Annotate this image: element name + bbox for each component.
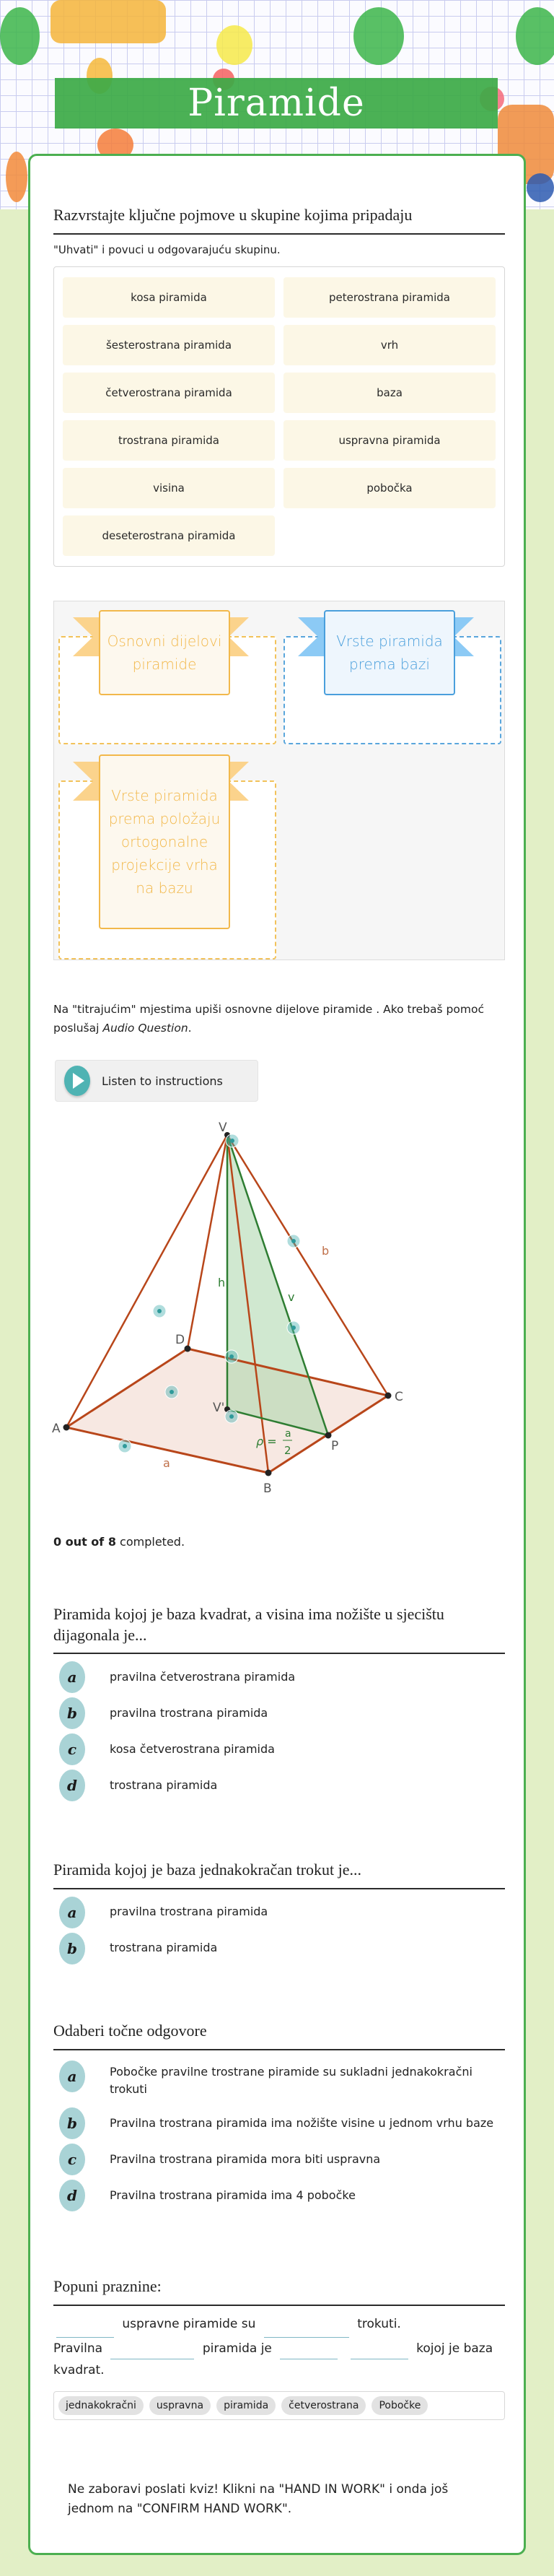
draggable-item[interactable]: kosa piramida: [63, 277, 275, 318]
mc-question-1: [53, 1604, 505, 1801]
category-label-osnovni-dijelovi: Osnovni dijelovi piramide: [99, 610, 230, 695]
svg-text:h: h: [218, 1276, 226, 1289]
doodle-tree-decoration: [0, 7, 40, 65]
choice-letter-c: c: [59, 2144, 85, 2175]
fill-blanks-question: [53, 2276, 505, 2420]
doodle-fruit-decoration: [527, 173, 554, 202]
choice-letter-a: a: [59, 1897, 85, 1928]
choice-letter-a: a: [59, 2061, 85, 2092]
word-chip[interactable]: četverostrana: [281, 2396, 366, 2415]
choice-option[interactable]: b Pravilna trostrana piramida ima nožište visine u jednom vrhu baze: [53, 2107, 505, 2139]
doodle-tree-decoration: [353, 7, 404, 65]
mc-question-3: [53, 2021, 505, 2211]
choice-option[interactable]: b trostrana piramida: [53, 1933, 505, 1964]
draggable-item[interactable]: deseterostrana piramida: [63, 515, 275, 556]
choice-option[interactable]: c Pravilna trostrana piramida mora biti uspravna: [53, 2144, 505, 2175]
blank-input[interactable]: [264, 2322, 349, 2338]
submit-reminder: Ne zaboravi poslati kviz! Klikni na "HAND IN WORK" i onda još jednom na "CONFIRM HAND WORK".: [68, 2482, 449, 2517]
svg-text:V': V': [213, 1401, 225, 1415]
question-title: Razvrstajte ključne pojmove u skupine kojima pripadaju: [53, 205, 505, 235]
choice-letter-b: b: [59, 1933, 85, 1964]
svg-text:2: 2: [284, 1444, 291, 1457]
question-title: Piramida kojoj je baza jednakokračan trokut je...: [53, 1860, 505, 1889]
page-title: Piramide: [188, 82, 365, 125]
draggable-item[interactable]: baza: [283, 373, 496, 413]
blank-input[interactable]: [110, 2344, 194, 2359]
doodle-bus-decoration: [50, 0, 166, 43]
draggable-item[interactable]: četverostrana piramida: [63, 373, 275, 413]
listen-to-instructions-button[interactable]: Listen to instructions: [55, 1060, 258, 1102]
choice-letter-d: d: [59, 1770, 85, 1801]
choice-option[interactable]: a pravilna četverostrana piramida: [53, 1661, 505, 1693]
choice-letter-d: d: [59, 2180, 85, 2211]
blank-input[interactable]: [280, 2344, 338, 2359]
question-title: Odaberi točne odgovore: [53, 2021, 505, 2050]
question-title: Popuni praznine:: [53, 2276, 505, 2306]
word-chip[interactable]: jednakokračni: [58, 2396, 144, 2415]
draggable-item[interactable]: pobočka: [283, 468, 496, 508]
progress-text: 0 out of 8 completed.: [53, 1535, 185, 1549]
doodle-apple-decoration: [216, 25, 252, 65]
choice-option[interactable]: a Pobočke pravilne trostrane piramide su sukladni jednakokračni trokuti: [53, 2061, 505, 2099]
fill-sentence-2: Pravilna piramida je kojoj je baza kvadrat.: [53, 2341, 493, 2377]
word-bank: [53, 2391, 505, 2420]
draggable-item[interactable]: vrh: [283, 325, 496, 365]
fill-sentence-1: uspravne piramide su trokuti.: [53, 2310, 505, 2338]
choice-option[interactable]: a pravilna trostrana piramida: [53, 1897, 505, 1928]
svg-text:D: D: [175, 1333, 185, 1347]
mc-question-2: [53, 1860, 505, 1964]
word-chip[interactable]: piramida: [216, 2396, 276, 2415]
blank-input[interactable]: [351, 2344, 408, 2359]
title-banner: [55, 78, 498, 129]
quiz-card: [28, 154, 526, 2555]
choice-letter-b: b: [59, 2107, 85, 2139]
blank-input[interactable]: [56, 2322, 114, 2338]
draggable-item[interactable]: trostrana piramida: [63, 420, 275, 461]
choice-option[interactable]: d trostrana piramida: [53, 1770, 505, 1801]
choice-letter-c: c: [59, 1733, 85, 1765]
choice-option[interactable]: b pravilna trostrana piramida: [53, 1697, 505, 1729]
word-chip[interactable]: uspravna: [149, 2396, 211, 2415]
question-title: Piramida kojoj je baza kvadrat, a visina ima nožište u sjecištu dijagonala je...: [53, 1604, 505, 1654]
draggable-item[interactable]: peterostrana piramida: [283, 277, 496, 318]
choice-option[interactable]: c kosa četverostrana piramida: [53, 1733, 505, 1765]
choice-letter-a: a: [59, 1661, 85, 1693]
choice-option[interactable]: d Pravilna trostrana piramida ima 4 pobočke: [53, 2180, 505, 2211]
diagram-instruction: Na "titrajućim" mjestima upiši osnovne dijelove piramide . Ako trebaš pomoć poslušaj Audio Question.: [53, 1003, 484, 1035]
draggable-item[interactable]: visina: [63, 468, 275, 508]
svg-text:ρ =: ρ =: [256, 1435, 277, 1448]
category-label-vrste-prema-polozaju: Vrste piramida prema položaju ortogonalne projekcije vrha na bazu: [99, 754, 230, 929]
svg-text:v: v: [288, 1290, 295, 1304]
doodle-fruit-decoration: [6, 152, 27, 202]
question-instruction: "Uhvati" i povuci u odgovarajuću skupinu.: [53, 243, 281, 256]
category-label-vrste-prema-bazi: Vrste piramida prema bazi: [324, 610, 455, 695]
svg-text:B: B: [263, 1481, 272, 1496]
svg-text:V: V: [219, 1121, 227, 1135]
word-chip[interactable]: Pobočke: [371, 2396, 428, 2415]
svg-text:b: b: [322, 1244, 330, 1258]
doodle-tree-decoration: [516, 7, 554, 65]
svg-text:C: C: [395, 1390, 403, 1404]
draggable-item[interactable]: šesterostrana piramida: [63, 325, 275, 365]
choice-letter-b: b: [59, 1697, 85, 1729]
svg-text:a: a: [285, 1428, 291, 1440]
svg-text:P: P: [331, 1439, 339, 1453]
draggable-item[interactable]: uspravna piramida: [283, 420, 496, 461]
svg-text:a: a: [163, 1456, 170, 1470]
svg-text:A: A: [52, 1422, 61, 1436]
